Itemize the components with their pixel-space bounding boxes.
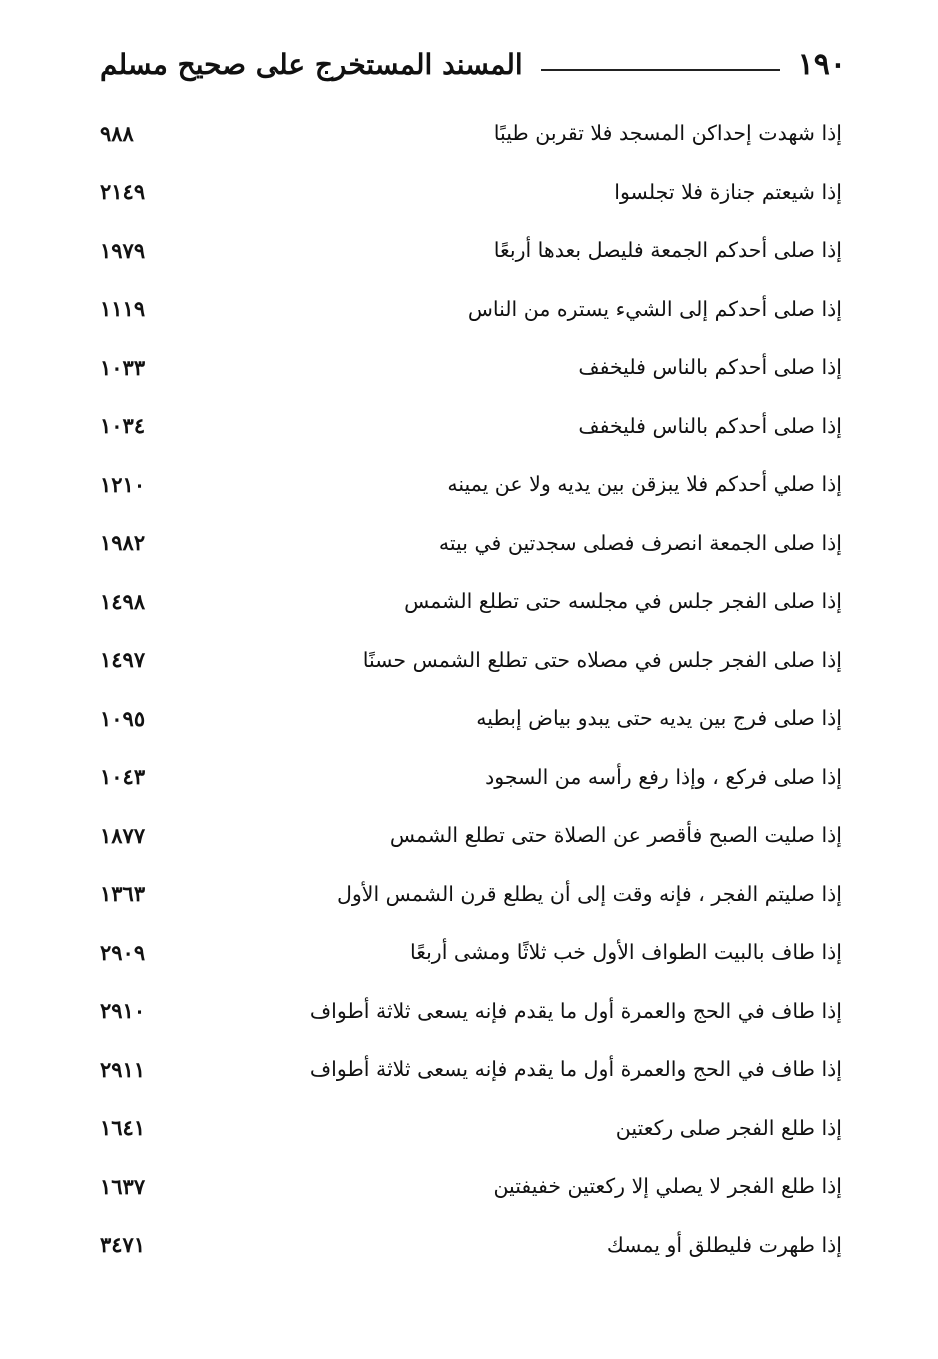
entry-hadith-text: إذا طاف بالبيت الطواف الأول خب ثلاثًا ومشى أربعًا (409, 940, 842, 965)
entry-hadith-number: ١٠٣٤ (100, 413, 146, 439)
entry-hadith-number: ١٦٣٧ (100, 1173, 146, 1199)
entry-hadith-number: ١٨٧٧ (100, 822, 146, 848)
index-entry (100, 280, 842, 339)
entry-hadith-number: ١٠٤٣ (100, 764, 146, 790)
index-entry (100, 865, 842, 924)
entry-hadith-text: إذا صلى الفجر جلس في مجلسه حتى تطلع الشمس (404, 589, 842, 614)
index-entry (100, 514, 842, 573)
entry-hadith-text: إذا شهدت إحداكن المسجد فلا تقربن طيبًا (493, 121, 842, 146)
entry-hadith-number: ١٤٩٨ (100, 588, 146, 614)
index-entry (100, 397, 842, 456)
entry-hadith-text: إذا شيعتم جنازة فلا تجلسوا (614, 179, 842, 204)
entry-hadith-number: ١٣٦٣ (100, 881, 146, 907)
index-entry (100, 1040, 842, 1099)
entry-hadith-number: ١٢١٠ (100, 471, 146, 497)
entry-hadith-text: إذا صلى أحدكم بالناس فليخفف (578, 413, 842, 438)
entry-hadith-text: إذا صلى الجمعة انصرف فصلى سجدتين في بيته (438, 530, 842, 555)
index-entry (100, 104, 842, 163)
index-entries-list (100, 104, 842, 1274)
index-entry (100, 689, 842, 748)
book-title: المسند المستخرج على صحيح مسلم (100, 47, 523, 81)
entry-hadith-number: ٢١٤٩ (100, 179, 146, 205)
entry-hadith-text: إذا صلي أحدكم فلا يبزقن بين يديه ولا عن يمينه (447, 472, 842, 497)
entry-hadith-number: ١٤٩٧ (100, 647, 146, 673)
entry-hadith-number: ١١١٩ (100, 296, 146, 322)
entry-hadith-number: ١٦٤١ (100, 1115, 146, 1141)
index-entry (100, 982, 842, 1041)
index-entry (100, 1157, 842, 1216)
entry-hadith-number: ٢٩١٠ (100, 998, 146, 1024)
entry-hadith-text: إذا صليتم الفجر ، فإنه وقت إلى أن يطلع قرن الشمس الأول (336, 881, 842, 906)
entry-hadith-text: إذا طلع الفجر صلى ركعتين (615, 1115, 842, 1140)
page-number: ١٩٠ (797, 46, 846, 82)
entry-hadith-number: ٣٤٧١ (100, 1232, 146, 1258)
index-entry (100, 455, 842, 514)
entry-hadith-text: إذا صلى أحدكم إلى الشيء يستره من الناس (467, 296, 842, 321)
entry-hadith-text: إذا صلى فرج بين يديه حتى يبدو بياض إبطيه (476, 706, 842, 731)
index-entry (100, 1216, 842, 1275)
entry-hadith-text: إذا صلى فركع ، وإذا رفع رأسه من السجود (485, 764, 842, 789)
index-entry (100, 221, 842, 280)
entry-hadith-number: ٢٩٠٩ (100, 939, 146, 965)
index-entry (100, 923, 842, 982)
header-rule (541, 69, 780, 71)
entry-hadith-text: إذا صليت الصبح فأقصر عن الصلاة حتى تطلع الشمس (389, 823, 842, 848)
index-entry (100, 748, 842, 807)
entry-hadith-number: ١٠٩٥ (100, 705, 146, 731)
entry-hadith-text: إذا طاف في الحج والعمرة أول ما يقدم فإنه يسعى ثلاثة أطواف (309, 1057, 842, 1082)
entry-hadith-text: إذا صلى الفجر جلس في مصلاه حتى تطلع الشمس حسنًا (362, 647, 842, 672)
entry-hadith-number: ٩٨٨ (100, 120, 134, 146)
entry-hadith-number: ٢٩١١ (100, 1056, 146, 1082)
index-entry (100, 806, 842, 865)
entry-hadith-text: إذا صلى أحدكم الجمعة فليصل بعدها أربعًا (493, 238, 842, 263)
entry-hadith-text: إذا طاف في الحج والعمرة أول ما يقدم فإنه يسعى ثلاثة أطواف (309, 998, 842, 1023)
entry-hadith-number: ١٩٨٢ (100, 530, 146, 556)
entry-hadith-text: إذا صلى أحدكم بالناس فليخفف (578, 355, 842, 380)
index-entry (100, 572, 842, 631)
page-header (100, 40, 846, 88)
index-entry (100, 631, 842, 690)
entry-hadith-text: إذا طلع الفجر لا يصلي إلا ركعتين خفيفتين (493, 1174, 842, 1199)
index-entry (100, 163, 842, 222)
index-entry (100, 1099, 842, 1158)
entry-hadith-number: ١٠٣٣ (100, 354, 146, 380)
index-entry (100, 338, 842, 397)
entry-hadith-text: إذا طهرت فليطلق أو يمسك (606, 1232, 842, 1257)
entry-hadith-number: ١٩٧٩ (100, 237, 146, 263)
